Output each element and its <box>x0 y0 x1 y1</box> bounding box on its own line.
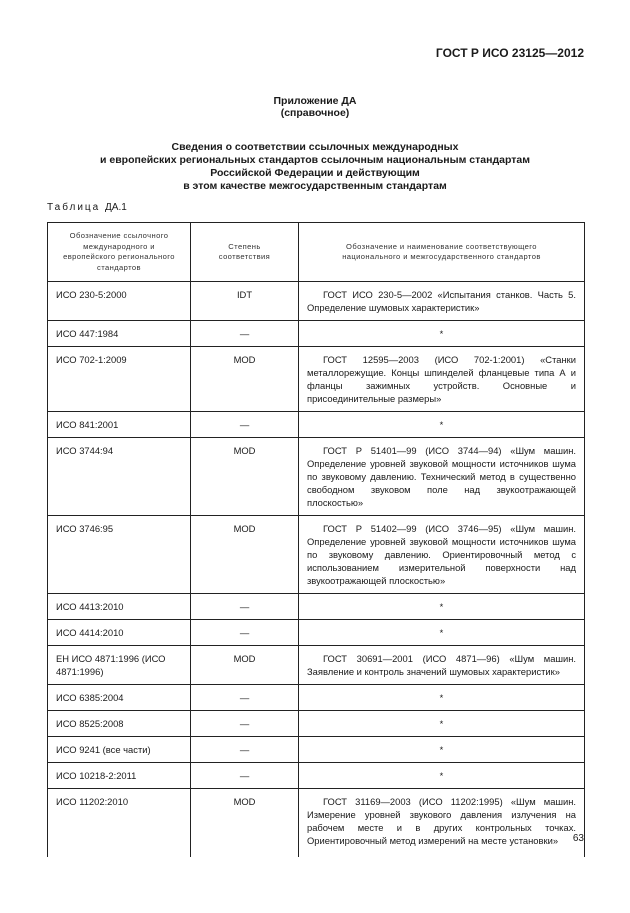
national-standard-cell-text: ГОСТ ИСО 230-5—2002 «Испытания станков. Часть 5. Определение шумовых характеристик» <box>307 289 576 313</box>
reference-standard-cell <box>48 620 191 646</box>
degree-cell-text: — <box>239 419 250 430</box>
national-standard-cell-text: * <box>439 601 444 612</box>
national-standard-cell <box>299 711 585 737</box>
reference-standard-cell-text: ИСО 702-1:2009 <box>56 354 127 365</box>
degree-cell <box>191 282 299 321</box>
national-standard-cell-text: ГОСТ 31169—2003 (ИСО 11202:1995) «Шум машин. Измерение уровней звукового давления излучения на рабочем месте и в других контрольных точках. Ориентировочный метод измерений на месте установки» <box>307 796 576 846</box>
degree-cell-text: — <box>239 601 250 612</box>
reference-standard-cell-text: ИСО 230-5:2000 <box>56 289 127 300</box>
table-row <box>48 412 585 438</box>
reference-standard-cell <box>48 438 191 516</box>
degree-cell-text: — <box>239 692 250 703</box>
degree-cell-text: — <box>239 744 250 755</box>
degree-cell-text: — <box>239 718 250 729</box>
reference-standard-cell <box>48 789 191 857</box>
reference-standard-cell-text: ИСО 3744:94 <box>56 445 114 456</box>
degree-cell <box>191 321 299 347</box>
table-row <box>48 620 585 646</box>
degree-cell <box>191 711 299 737</box>
degree-cell-text: — <box>239 770 250 781</box>
national-standard-cell <box>299 646 585 685</box>
table-row <box>48 763 585 789</box>
reference-standard-cell <box>48 685 191 711</box>
national-standard-cell-text: ГОСТ 12595—2003 (ИСО 702-1:2001) «Станки металлорежущие. Концы шпинделей фланцевые типа А и фланцы зажимных устройств. Основные и присоединительные размеры» <box>307 354 576 404</box>
reference-standard-cell-text: ЕН ИСО 4871:1996 (ИСО 4871:1996) <box>56 653 166 677</box>
degree-cell <box>191 412 299 438</box>
degree-cell <box>191 763 299 789</box>
table-row <box>48 789 585 857</box>
degree-cell-text: MOD <box>233 354 256 365</box>
national-standard-cell <box>299 685 585 711</box>
national-standard-cell-text: * <box>439 419 444 430</box>
national-standard-cell <box>299 282 585 321</box>
reference-standard-cell <box>48 282 191 321</box>
national-standard-cell-text: * <box>439 718 444 729</box>
table-row <box>48 347 585 412</box>
column-header-reference: Обозначение ссылочного международного и европейского регионального стандартов <box>48 223 191 282</box>
degree-cell <box>191 438 299 516</box>
heading-line-2: и европейских региональных стандартов ссылочным национальным стандартам <box>100 154 530 166</box>
reference-standard-cell <box>48 412 191 438</box>
degree-cell <box>191 737 299 763</box>
reference-standard-cell-text: ИСО 6385:2004 <box>56 692 124 703</box>
national-standard-cell-text: * <box>439 328 444 339</box>
degree-cell-text: MOD <box>233 796 256 807</box>
table-row <box>48 711 585 737</box>
national-standard-cell-text: * <box>439 692 444 703</box>
heading-line-4: в этом качестве межгосударственным стандартам <box>183 180 447 192</box>
degree-cell-text: MOD <box>233 653 256 664</box>
reference-standard-cell <box>48 516 191 594</box>
table-row <box>48 516 585 594</box>
appendix-title: Приложение ДА <box>273 95 357 107</box>
degree-cell <box>191 347 299 412</box>
table-caption <box>47 202 127 213</box>
document-number: ГОСТ Р ИСО 23125—2012 <box>435 46 584 60</box>
reference-standard-cell <box>48 594 191 620</box>
reference-standard-cell-text: ИСО 10218-2:2011 <box>56 770 137 781</box>
degree-cell <box>191 646 299 685</box>
table-caption-number: ДА.1 <box>105 202 127 213</box>
reference-standard-cell <box>48 711 191 737</box>
national-standard-cell <box>299 789 585 857</box>
national-standard-cell <box>299 412 585 438</box>
table-row <box>48 685 585 711</box>
national-standard-cell <box>299 321 585 347</box>
table-header-row <box>48 223 585 282</box>
reference-standard-cell-text: ИСО 8525:2008 <box>56 718 124 729</box>
reference-standard-cell-text: ИСО 4414:2010 <box>56 627 124 638</box>
national-standard-cell-text: * <box>439 627 444 638</box>
reference-standard-cell-text: ИСО 11202:2010 <box>56 796 129 807</box>
reference-standard-cell <box>48 763 191 789</box>
heading-line-1: Сведения о соответствии ссылочных международных <box>171 141 459 153</box>
reference-standard-cell <box>48 321 191 347</box>
national-standard-cell <box>299 763 585 789</box>
national-standard-cell <box>299 516 585 594</box>
degree-cell <box>191 685 299 711</box>
standards-table <box>47 222 585 857</box>
reference-standard-cell-text: ИСО 9241 (все части) <box>56 744 151 755</box>
degree-cell-text: — <box>239 328 250 339</box>
degree-cell-text: MOD <box>233 523 256 534</box>
table-row <box>48 321 585 347</box>
column-header-degree: Степень соответствия <box>191 223 299 282</box>
table-row <box>48 282 585 321</box>
table-row <box>48 594 585 620</box>
national-standard-cell-text: ГОСТ Р 51402—99 (ИСО 3746—95) «Шум машин. Определение уровней звуковой мощности источников шума по звуковому давлению. Ориентировочный метод с использованием измерительной поверхности над звукоотражающей плоскостью» <box>307 523 576 586</box>
degree-cell <box>191 620 299 646</box>
heading-line-3: Российской Федерации и действующим <box>210 167 420 179</box>
national-standard-cell <box>299 438 585 516</box>
national-standard-cell <box>299 347 585 412</box>
degree-cell <box>191 594 299 620</box>
degree-cell-text: MOD <box>233 445 256 456</box>
degree-cell-text: — <box>239 627 250 638</box>
page-number: 63 <box>572 833 584 844</box>
table-caption-prefix: Таблица <box>47 202 101 213</box>
national-standard-cell-text: * <box>439 770 444 781</box>
national-standard-cell <box>299 594 585 620</box>
reference-standard-cell <box>48 737 191 763</box>
national-standard-cell-text: ГОСТ 30691—2001 (ИСО 4871—96) «Шум машин. Заявление и контроль значений шумовых характеристик» <box>307 653 576 677</box>
appendix-subtitle: (справочное) <box>280 107 350 119</box>
reference-standard-cell-text: ИСО 4413:2010 <box>56 601 124 612</box>
column-header-national: Обозначение и наименование соответствующего национального и межгосударственного стандартов <box>299 223 585 282</box>
table-row <box>48 737 585 763</box>
national-standard-cell-text: ГОСТ Р 51401—99 (ИСО 3744—94) «Шум машин. Определение уровней звуковой мощности источников шума по звуковому давлению. Технический метод в существенно свободном звуковом поле над звукоотражающей плоскостью» <box>307 445 576 508</box>
national-standard-cell <box>299 620 585 646</box>
national-standard-cell <box>299 737 585 763</box>
table-row <box>48 646 585 685</box>
national-standard-cell-text: * <box>439 744 444 755</box>
degree-cell-text: IDT <box>236 289 253 300</box>
degree-cell <box>191 789 299 857</box>
reference-standard-cell <box>48 347 191 412</box>
reference-standard-cell <box>48 646 191 685</box>
reference-standard-cell-text: ИСО 447:1984 <box>56 328 119 339</box>
degree-cell <box>191 516 299 594</box>
reference-standard-cell-text: ИСО 841:2001 <box>56 419 119 430</box>
table-row <box>48 438 585 516</box>
reference-standard-cell-text: ИСО 3746:95 <box>56 523 114 534</box>
